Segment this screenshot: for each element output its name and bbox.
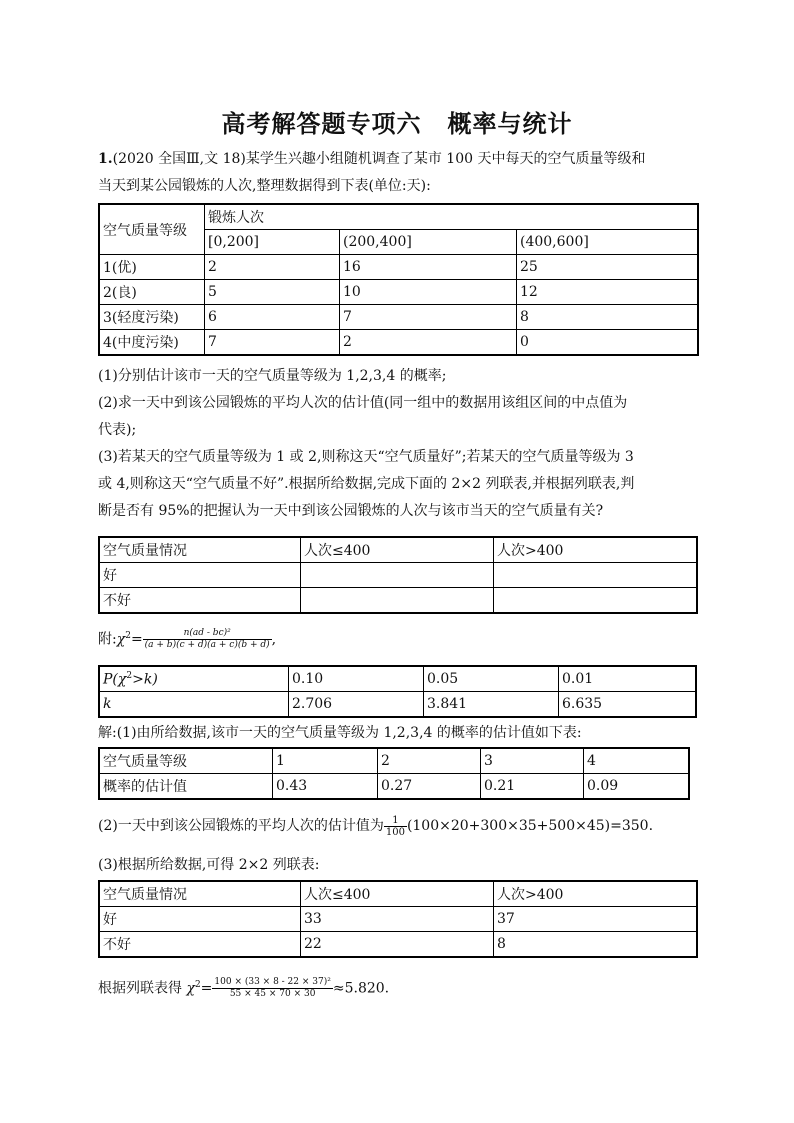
table-cell xyxy=(301,563,494,588)
table-row xyxy=(99,692,696,718)
question-1: (1)分别估计该市一天的空气质量等级为 1,2,3,4 的概率; xyxy=(98,368,447,384)
title-main: 高考解答题专项六 xyxy=(221,110,422,138)
problem-line-2: 当天到某公园锻炼的人次,整理数据得到下表(单位:天): xyxy=(98,178,431,194)
question-3c: 断是否有 95%的把握认为一天中到该公园锻炼的人次与该市当天的空气质量有关? xyxy=(98,503,604,519)
table-cell: 0.09 xyxy=(584,774,690,800)
question-3a: (3)若某天的空气质量等级为 1 或 2,则称这天“空气质量好”;若某天的空气质量等级为 3 xyxy=(98,449,634,465)
table-cell: 37 xyxy=(494,907,698,932)
solution-2-suffix: (100×20+300×35+500×45)=350. xyxy=(406,818,654,834)
table-col-header: (200,400] xyxy=(340,230,517,255)
contingency-table-filled xyxy=(98,880,698,958)
formula-fraction xyxy=(143,628,272,651)
table-cell: 2.706 xyxy=(289,692,424,718)
table-header: 人次>400 xyxy=(494,881,698,907)
solution-2-prefix: (2)一天中到该公园锻炼的平均人次的估计值为 xyxy=(98,818,384,834)
table-cell: 0.05 xyxy=(424,666,559,692)
page-title xyxy=(0,104,794,139)
row-label: 空气质量等级 xyxy=(99,748,273,774)
table-cell: 2 xyxy=(205,255,340,280)
questions xyxy=(98,363,698,525)
p-label: P(χ xyxy=(103,671,127,688)
fraction-denominator: 100 xyxy=(385,826,405,838)
question-2a: (2)求一天中到该公园锻炼的平均人次的估计值(同一组中的数据用该组区间的中点值为 xyxy=(98,395,628,411)
table-row xyxy=(99,907,697,932)
table-cell: 22 xyxy=(301,932,494,958)
final-numerator: 100 × (33 × 8 - 22 × 37)² xyxy=(214,977,331,988)
table-header-air-quality: 空气质量等级 xyxy=(99,204,205,255)
formula-equals: = xyxy=(130,631,143,648)
chi-exponent: 2 xyxy=(125,631,131,641)
formula-prefix: 附: xyxy=(98,631,117,648)
table-header: 人次>400 xyxy=(494,537,698,563)
fraction-numerator: 1 xyxy=(384,815,407,827)
table-cell: 1 xyxy=(273,748,378,774)
problem-statement xyxy=(98,146,698,200)
table-cell: 3 xyxy=(481,748,584,774)
table-col-header: [0,200] xyxy=(205,230,340,255)
final-chi-square xyxy=(98,973,698,1001)
row-label: 4(中度污染) xyxy=(99,330,205,356)
row-label: 不好 xyxy=(99,588,301,614)
table-row xyxy=(99,330,698,356)
table-cell: 10 xyxy=(340,280,517,305)
final-suffix: ≈5.820. xyxy=(332,980,390,997)
table-cell: 7 xyxy=(340,305,517,330)
table-cell: 0 xyxy=(517,330,699,356)
table-row xyxy=(99,280,698,305)
table-cell: 2 xyxy=(340,330,517,356)
table-row xyxy=(99,305,698,330)
solution-part-2 xyxy=(98,814,698,838)
table-row xyxy=(99,588,697,614)
question-3b: 或 4,则称这天“空气质量不好”.根据所给数据,完成下面的 2×2 列联表,并根据列联表,判 xyxy=(98,476,635,492)
row-label: 好 xyxy=(99,563,301,588)
probability-table xyxy=(98,747,690,800)
table-cell: 6.635 xyxy=(559,692,697,718)
contingency-table-empty xyxy=(98,536,698,614)
table-row xyxy=(99,666,696,692)
question-2b: 代表); xyxy=(98,422,137,438)
table-cell: 8 xyxy=(517,305,699,330)
table-cell: 0.01 xyxy=(559,666,697,692)
table-cell xyxy=(301,588,494,614)
table-cell: 5 xyxy=(205,280,340,305)
chi-exponent: 2 xyxy=(194,980,201,990)
final-fraction xyxy=(212,977,332,1000)
table-header: 人次≤400 xyxy=(301,537,494,563)
table-header: 人次≤400 xyxy=(301,881,494,907)
row-label: k xyxy=(99,692,289,718)
table-cell: 7 xyxy=(205,330,340,356)
p-label-rest: >k) xyxy=(132,671,158,688)
table-row xyxy=(99,748,689,774)
chi-square-formula xyxy=(98,626,698,651)
final-prefix: 根据列联表得 xyxy=(98,980,187,997)
table-cell xyxy=(494,588,698,614)
table-row xyxy=(99,774,689,800)
table-cell: 0.21 xyxy=(481,774,584,800)
table-row xyxy=(99,932,697,958)
row-label: 2(良) xyxy=(99,280,205,305)
solution-part-1: 解:(1)由所给数据,该市一天的空气质量等级为 1,2,3,4 的概率的估计值如下表: xyxy=(98,725,582,741)
table-cell: 8 xyxy=(494,932,698,958)
table-cell: 12 xyxy=(517,280,699,305)
table-cell: 33 xyxy=(301,907,494,932)
formula-suffix: , xyxy=(271,631,277,648)
table-header-exercise-count: 锻炼人次 xyxy=(205,204,699,230)
table-cell xyxy=(494,563,698,588)
table-row xyxy=(99,563,697,588)
title-sub: 概率与统计 xyxy=(447,110,573,138)
chi-symbol: χ xyxy=(116,631,126,648)
table-col-header: (400,600] xyxy=(517,230,699,255)
formula-numerator: n(ad - bc)² xyxy=(143,628,272,640)
chi-symbol: χ xyxy=(186,980,195,997)
formula-denominator: (a + b)(c + d)(a + c)(b + d) xyxy=(144,640,270,651)
table-cell: 16 xyxy=(340,255,517,280)
final-denominator: 55 × 45 × 70 × 30 xyxy=(229,989,316,1000)
problem-number: 1. xyxy=(98,151,113,167)
p-label-exponent: 2 xyxy=(126,670,133,681)
row-label: 3(轻度污染) xyxy=(99,305,205,330)
solution-part-3: (3)根据所给数据,可得 2×2 列联表: xyxy=(98,857,320,873)
table-row xyxy=(99,255,698,280)
table-cell: 6 xyxy=(205,305,340,330)
solution-2-fraction xyxy=(384,815,407,838)
exercise-data-table xyxy=(98,203,699,356)
table-cell: 0.10 xyxy=(289,666,424,692)
table-cell: 4 xyxy=(584,748,690,774)
final-equals: = xyxy=(200,980,213,997)
row-label: 不好 xyxy=(99,932,301,958)
row-label: 好 xyxy=(99,907,301,932)
table-cell: 0.43 xyxy=(273,774,378,800)
row-label: 概率的估计值 xyxy=(99,774,273,800)
problem-line-1: (2020 全国Ⅲ,文 18)某学生兴趣小组随机调查了某市 100 天中每天的空气质量等级和 xyxy=(112,151,646,167)
row-label: 1(优) xyxy=(99,255,205,280)
table-cell: 3.841 xyxy=(424,692,559,718)
row-label xyxy=(99,666,289,692)
table-header: 空气质量情况 xyxy=(99,881,301,907)
critical-value-table xyxy=(98,665,697,718)
table-cell: 0.27 xyxy=(378,774,481,800)
table-cell: 25 xyxy=(517,255,699,280)
table-cell: 2 xyxy=(378,748,481,774)
table-header: 空气质量情况 xyxy=(99,537,301,563)
